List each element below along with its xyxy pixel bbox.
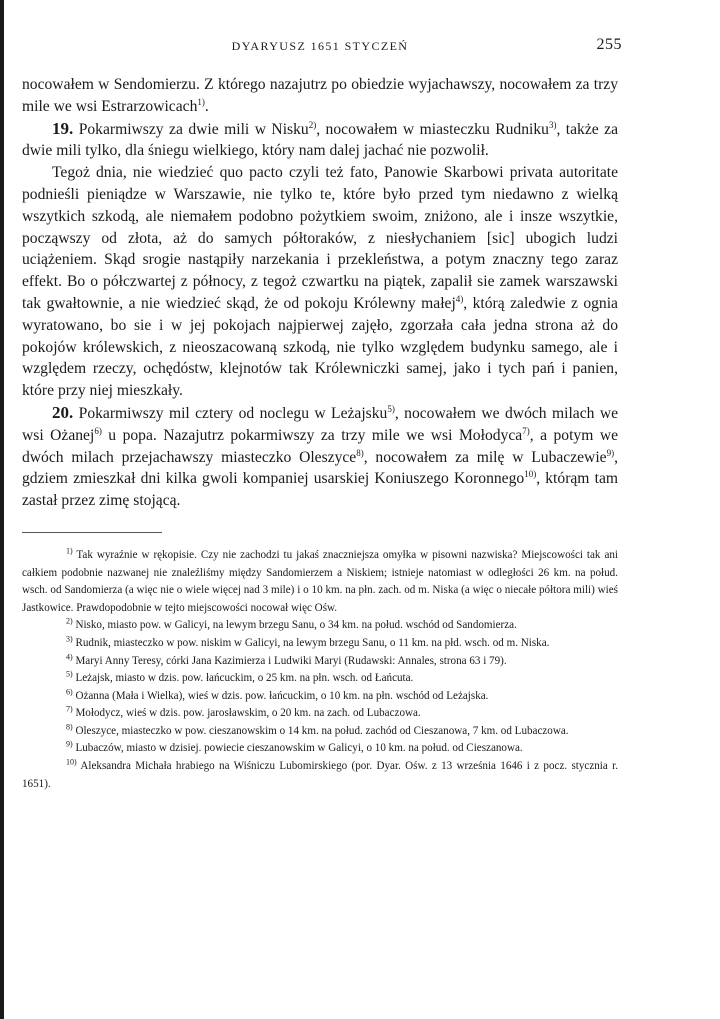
text-run: , nocowałem w miasteczku Rudniku: [316, 120, 549, 138]
text-run: , którąm tam zastał przez zimę stojącą.: [22, 470, 618, 510]
running-title: DYARYUSZ 1651 STYCZEŃ: [231, 39, 409, 53]
footnote-reference: 5): [387, 403, 395, 414]
text-run: Tegoż dnia, nie wiedzieć quo pacto czyli też fato, Panowie Skarbowi privata autoritate podnieśli pieniądze w Warszawie, nie tylko te, które było przed tym niedawno z wielką wszytkich szkodą, ale niemałem podobno pożytkiem swoim, zniżono, ale i insze wszytkie, począwszy od złota, aż do samych półtoraków, z niesłychaniem [sic] ubogich ludzi uciążeniem. Skąd srogie nastąpiły narzekania i przekleństwa, a potym znaczny tego zaraz effekt. Bo o półczwartej z północy, z tegoż czwartku na piątek, zapalił sie zamek warszawski tak gwałtownie, a nie wiedzieć skąd, że od pokoju Królewny małej: [22, 164, 618, 312]
footnote: [22, 670, 618, 688]
footnote-reference: 1): [197, 96, 205, 107]
footnote-text: Nisko, miasto pow. w Galicyi, na lewym brzegu Sanu, o 34 km. na połud. wschód od Sandomierza.: [72, 619, 517, 632]
footnote: [22, 617, 618, 635]
footnote-marker: 3): [66, 634, 73, 644]
footnote-text: Leżajsk, miasto w dzis. pow. łańcuckim, o 25 km. na płn. wsch. od Łańcuta.: [72, 672, 414, 685]
text-run: , nocowałem we dwóch milach we wsi Ożanej: [22, 404, 619, 444]
footnote-text: Ożanna (Mała i Wielka), wieś w dzis. pow. łańcuckim, o 10 km. na płn. wschód od Leżajska.: [72, 689, 489, 702]
text-paragraph: [22, 74, 618, 118]
footnote-reference: 4): [455, 293, 464, 304]
footnote-marker: 1): [66, 546, 73, 556]
text-run: Pokarmiwszy za dwie mili w Nisku: [73, 120, 309, 138]
footnote-text: Rudnik, miasteczko w pow. niskim w Galicyi, na lewym brzegu Sanu, o 11 km. na płd. wsch. od m. Niska.: [72, 636, 550, 649]
footnote: [22, 723, 618, 741]
footnote-reference: 2): [308, 119, 317, 130]
text-run: nocowałem w Sendomierzu. Z którego nazajutrz po obiedzie wyjachawszy, nocowałem za trzy mile we wsi Estrarzowicach: [22, 76, 618, 115]
footnote-marker: 6): [66, 687, 73, 696]
page-header: [22, 34, 622, 58]
footnote: [22, 705, 618, 723]
footnote: [22, 547, 618, 617]
text-paragraph: [22, 118, 618, 163]
text-run: , nocowałem za milę w Lubaczewie: [363, 448, 607, 466]
footnote-text: Tak wyraźnie w rękopisie. Czy nie zachodzi tu jakaś znaczniejsza omyłka w pisowni nazwiska? Miejscowości tak ani całkiem podobnie nazwanej nie znaleźliśmy między Sandomierzem a Niskiem; istnieje natomiast w odległości 26 km. na połud. wsch. od Sandomierza (a więc nie o wiele więcej nad 3 mile) i o 10 km. na płn. zach. od m. Niska (a więc o niecałe półtora mili) wieś Jastkowice. Prawdopodobnie w tejto miejscowości nocował więc Ośw.: [22, 548, 618, 614]
text-run: Pokarmiwszy mil cztery od noclegu w Leżajsku: [73, 404, 388, 422]
footnote-marker: 9): [66, 739, 73, 749]
book-page: [22, 34, 622, 793]
entry-number: 20.: [52, 402, 74, 422]
text-run: , którą zaledwie z ognia wyratowano, bo sie i w jej pokojach najpierwej zajęło, zgorzała cała jedna strona aż do pokojów królewskich, z nieoszacowaną szkodą, nie tylko względem budynku samego, ale i względem rzeczy, ochędóstw, klejnotów tak Królewniczki samej, jako i tych pań i panien, które przy niej mieszkały.: [22, 294, 618, 400]
footnote: [22, 635, 618, 653]
footnote-marker: 10): [66, 757, 77, 767]
footnote: [22, 688, 618, 706]
footnote-reference: 6): [94, 425, 102, 436]
page-spine-edge: [0, 0, 4, 1019]
footnote-reference: 3): [548, 119, 557, 130]
footnote-text: Mołodycz, wieś w dzis. pow. jarosławskim, o 20 km. na zach. od Lubaczowa.: [72, 707, 421, 720]
footnote: [22, 758, 618, 793]
main-text: [22, 74, 618, 512]
text-run: .: [204, 97, 209, 115]
footnote-text: Aleksandra Michała hrabiego na Wiśniczu Lubomirskiego (por. Dyar. Ośw. z 13 września 1646 i z pocz. stycznia r. 1651).: [22, 760, 618, 790]
footnote-marker: 5): [66, 669, 73, 679]
footnote-text: Maryi Anny Teresy, córki Jana Kazimierza i Ludwiki Maryi (Rudawski: Annales, strona 63 i 79).: [72, 654, 507, 667]
footnotes: [22, 547, 618, 793]
footnote-marker: 8): [66, 722, 73, 732]
footnote-marker: 7): [66, 704, 73, 714]
footnote-separator: [22, 532, 162, 533]
footnote: [22, 740, 618, 758]
entry-number: 19.: [52, 118, 74, 138]
footnote-text: Oleszyce, miasteczko w pow. cieszanowskim o 14 km. na połud. zachód od Cieszanowa, 7 km. od Lubaczowa.: [72, 724, 569, 737]
footnote-reference: 7): [522, 425, 530, 436]
footnote-text: Lubaczów, miasto w dzisiej. powiecie cieszanowskim w Galicyi, o 10 km. na połud. od Cieszanowa.: [72, 742, 523, 755]
text-run: , gdziem zmieszkał dni kilka gwoli kompaniej usarskiej Koniuszego Koronnego: [22, 448, 618, 488]
text-paragraph: [22, 402, 618, 512]
footnote-reference: 10): [524, 469, 537, 480]
text-run: u popa. Nazajutrz pokarmiwszy za trzy mile we wsi Mołodyca: [101, 426, 523, 444]
text-paragraph: [22, 162, 618, 402]
page-number: 255: [596, 36, 622, 53]
text-run: , także za dwie mili tylko, dla śniegu wielkiego, który nam dalej jachać nie pozwolił.: [22, 120, 618, 160]
footnote-reference: 8): [356, 447, 364, 458]
footnote-marker: 2): [66, 616, 73, 626]
footnote-marker: 4): [66, 651, 73, 661]
text-run: , a potym we dwóch milach przejachawszy miasteczko Oleszyce: [22, 426, 619, 466]
footnote-reference: 9): [606, 447, 615, 458]
footnote: [22, 653, 618, 671]
